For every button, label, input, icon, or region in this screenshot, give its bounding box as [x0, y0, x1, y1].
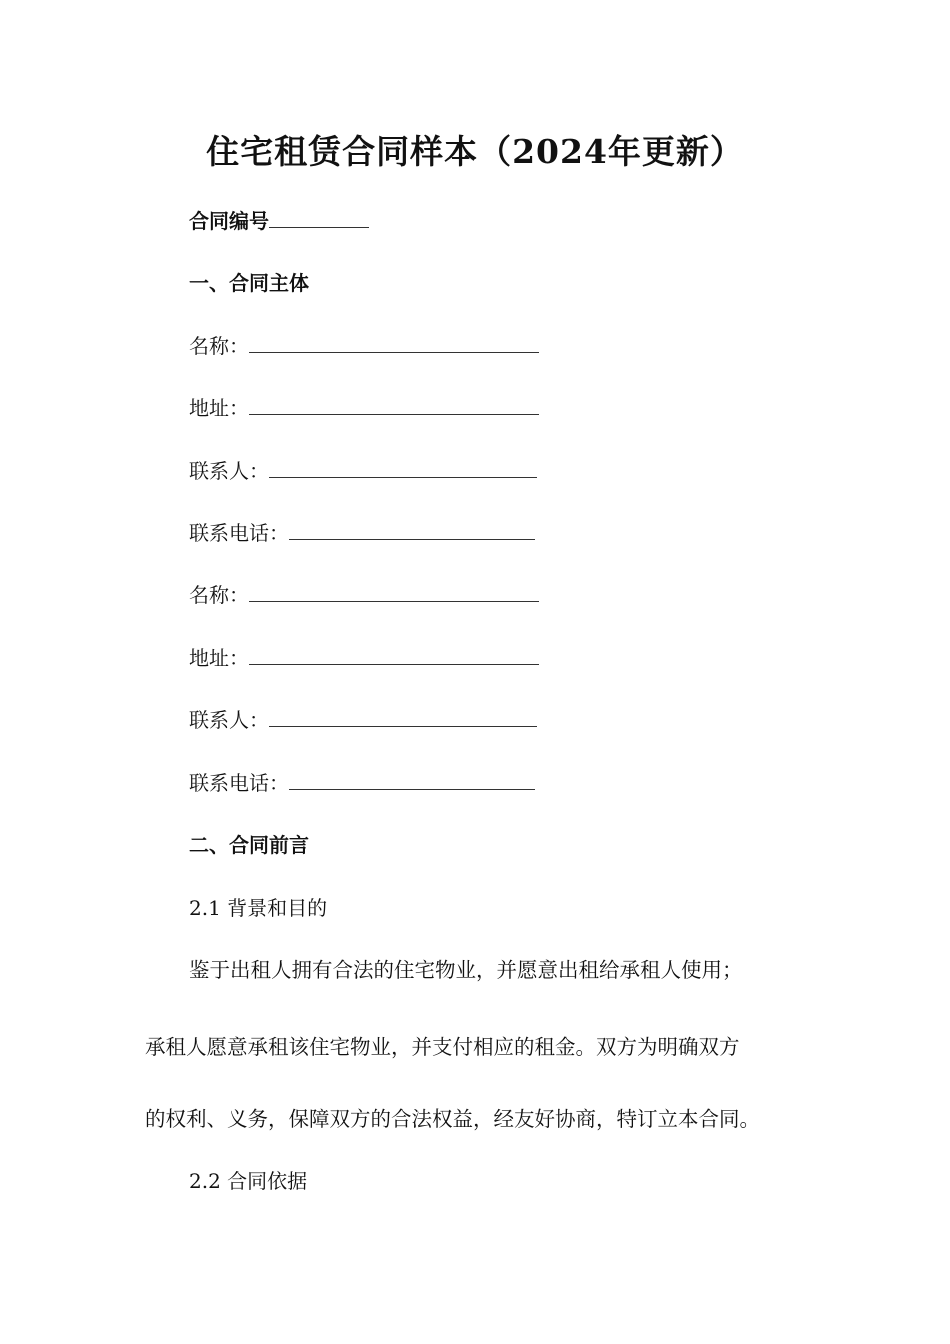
party-b-address-blank[interactable] — [249, 644, 539, 665]
party-a-name-blank[interactable] — [249, 332, 539, 353]
document-title: 住宅租赁合同样本（2024年更新） — [206, 132, 744, 171]
party-b-address-label: 地址： — [189, 646, 249, 670]
subsection-2-1-heading: 2.1 背景和目的 — [189, 896, 328, 920]
party-b-contact-row — [189, 705, 537, 735]
party-b-phone-blank[interactable] — [289, 769, 535, 790]
party-a-address-blank[interactable] — [249, 394, 539, 415]
party-a-contact-blank[interactable] — [269, 457, 537, 478]
party-a-name-row — [189, 331, 539, 361]
party-a-contact-label: 联系人： — [189, 459, 269, 483]
party-a-phone-row — [189, 518, 535, 548]
party-b-phone-row — [189, 768, 535, 798]
party-b-name-blank[interactable] — [249, 581, 539, 602]
party-a-phone-blank[interactable] — [289, 519, 535, 540]
party-b-contact-blank[interactable] — [269, 706, 537, 727]
subsection-2-2-heading: 2.2 合同依据 — [189, 1169, 308, 1193]
contract-number-label: 合同编号 — [189, 209, 269, 233]
paragraph-2-1-line-1: 鉴于出租人拥有合法的住宅物业，并愿意出租给承租人使用； — [189, 958, 743, 982]
party-a-contact-row — [189, 456, 537, 486]
party-b-contact-label: 联系人： — [189, 708, 269, 732]
party-a-phone-label: 联系电话： — [189, 521, 289, 545]
party-b-address-row — [189, 643, 539, 673]
section-1-heading: 一、合同主体 — [189, 271, 309, 295]
party-b-name-row — [189, 580, 539, 610]
party-a-name-label: 名称： — [189, 334, 249, 358]
party-a-address-label: 地址： — [189, 396, 249, 420]
party-b-name-label: 名称： — [189, 583, 249, 607]
party-b-phone-label: 联系电话： — [189, 771, 289, 795]
contract-number-blank[interactable] — [269, 207, 369, 228]
section-2-heading: 二、合同前言 — [189, 833, 309, 857]
paragraph-2-1-line-3: 的权利、义务，保障双方的合法权益，经友好协商，特订立本合同。 — [145, 1107, 760, 1131]
paragraph-2-1-line-2: 承租人愿意承租该住宅物业，并支付相应的租金。双方为明确双方 — [145, 1035, 740, 1059]
contract-number-row — [189, 206, 369, 236]
party-a-address-row — [189, 393, 539, 423]
